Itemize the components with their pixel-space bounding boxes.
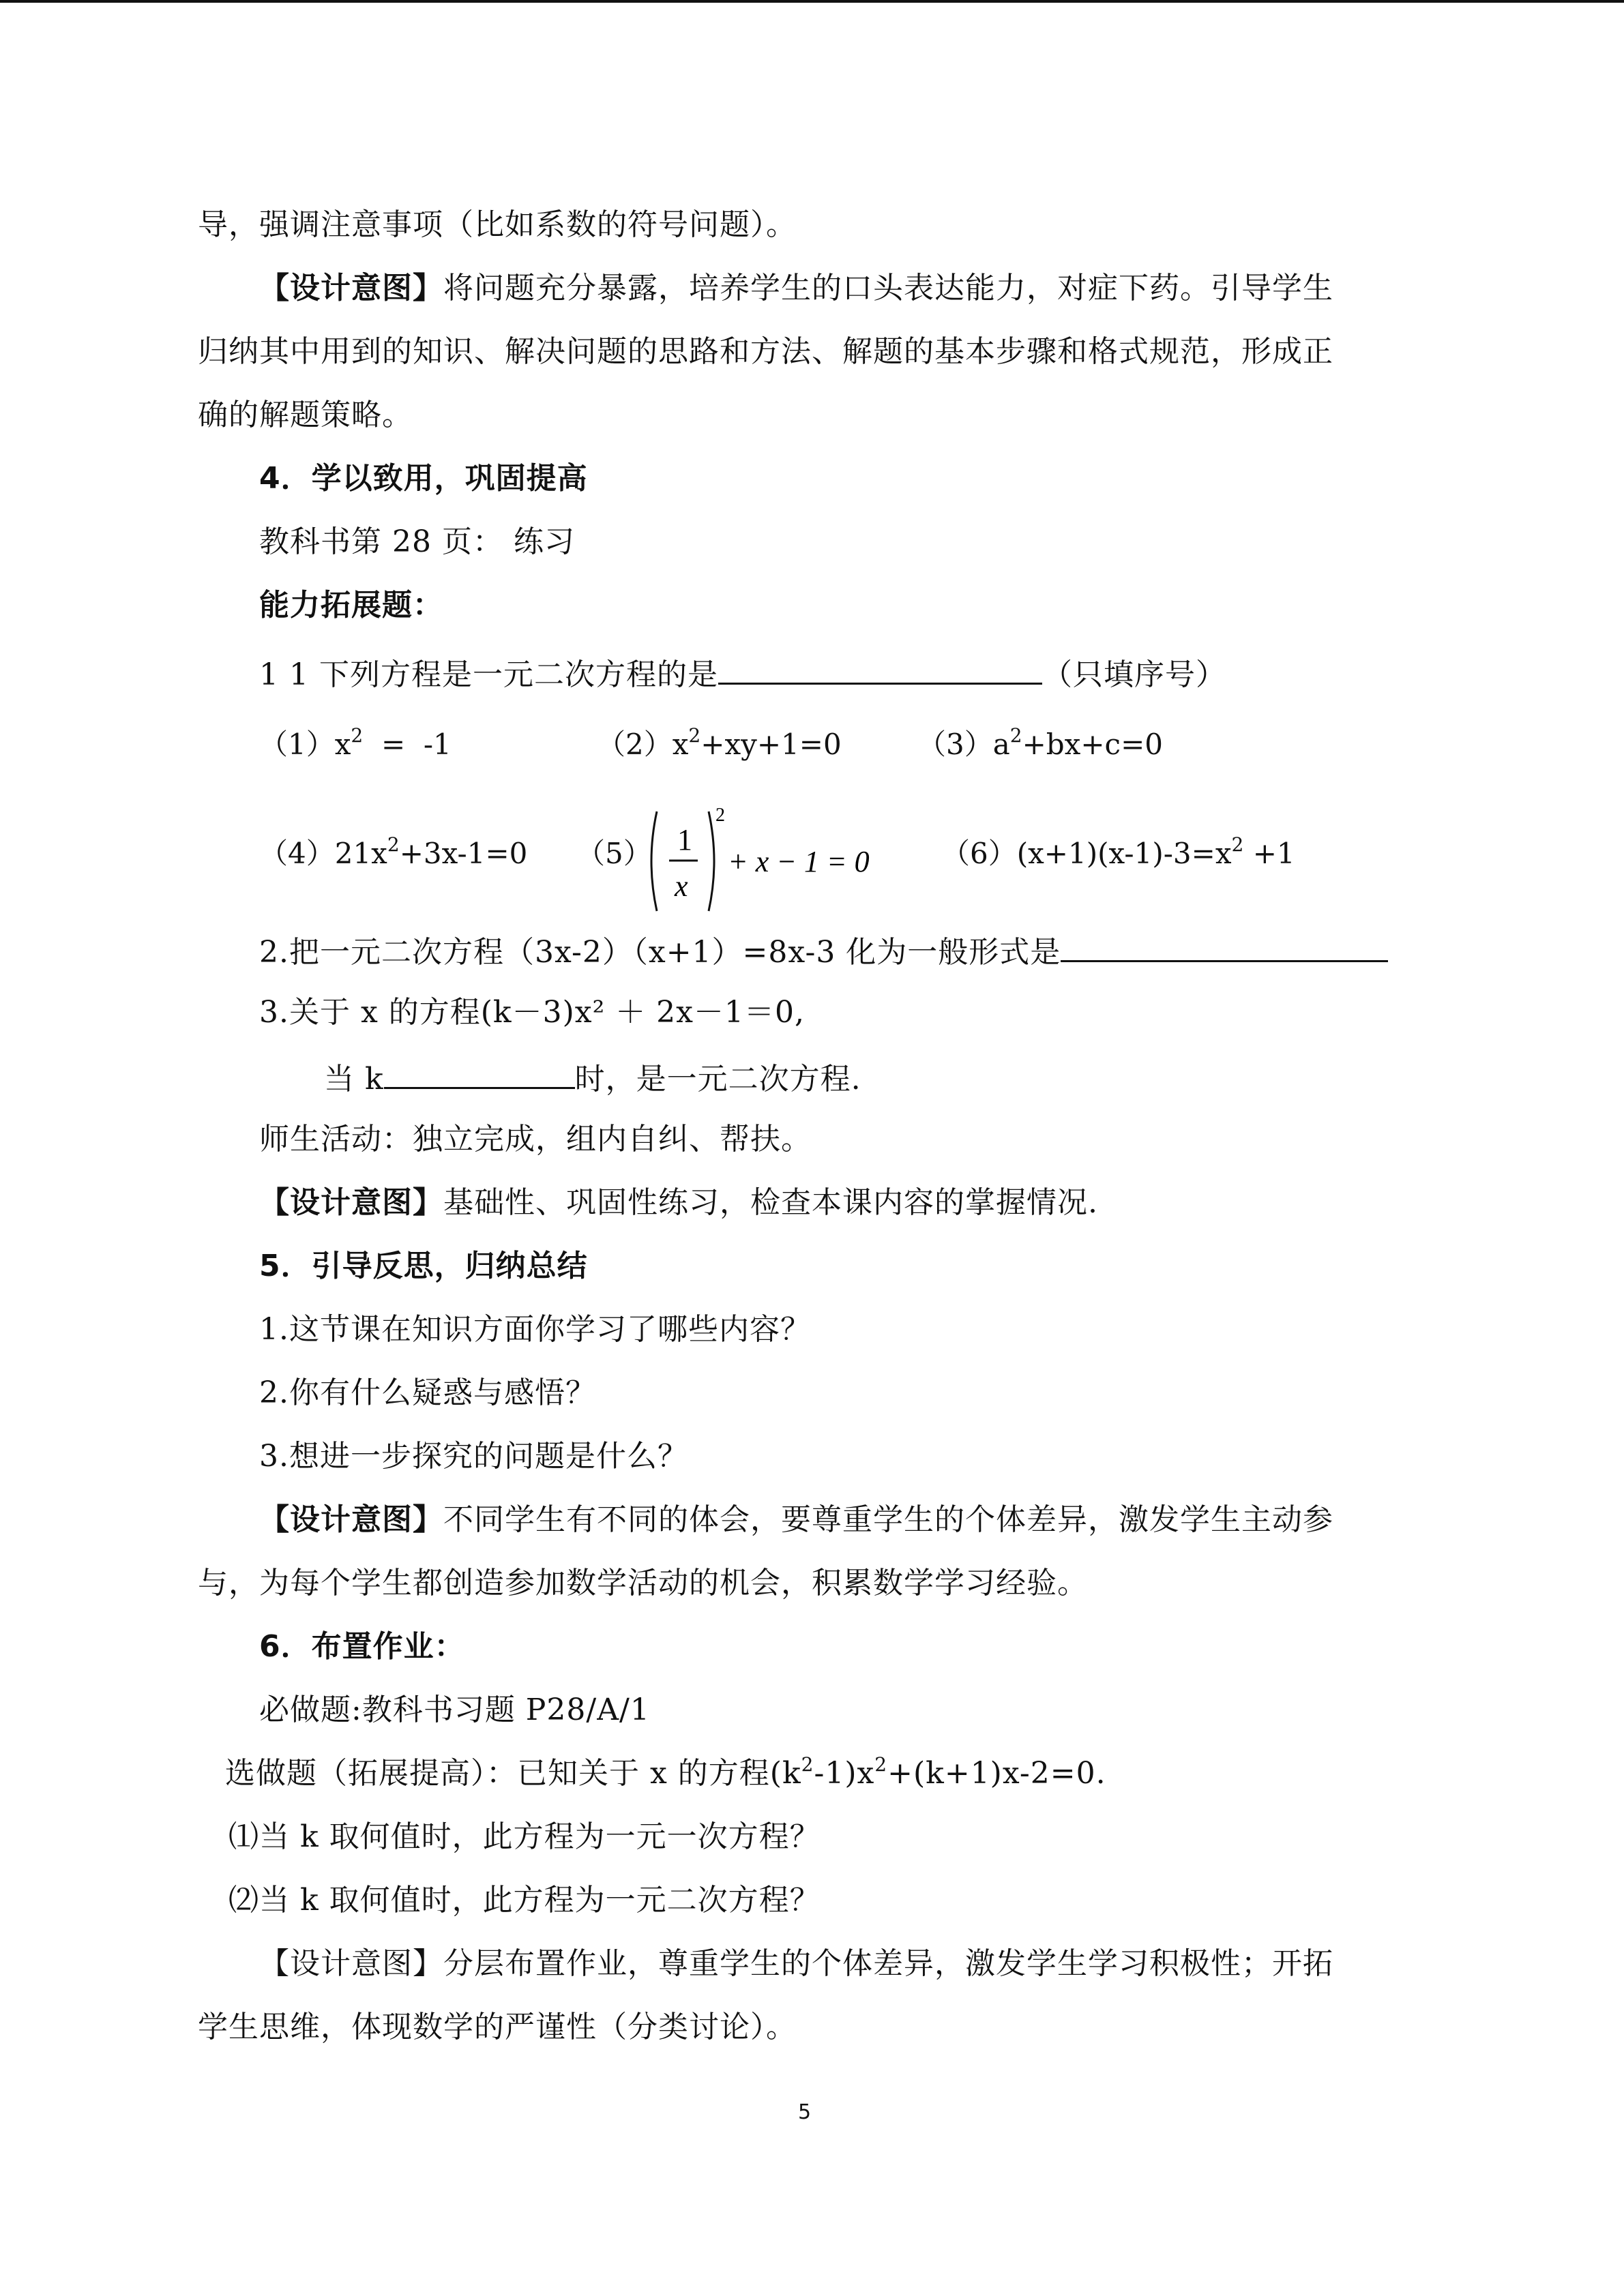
option-3: $(3)a^2+bx+c=0$ <box>917 724 1163 761</box>
option-5-label: （5） <box>576 837 652 870</box>
text-line: 3.想进一步探究的问题是什么？ <box>259 1439 688 1474</box>
design-intent-label: 【设计意图】 <box>259 1185 443 1220</box>
text-line: 归纳其中用到的知识、解决问题的思路和方法、解题的基本步骤和格式规范，形成正 <box>198 334 1333 369</box>
question-2 <box>259 929 1388 973</box>
text-line: 2.你有什么疑惑与感悟？ <box>259 1375 596 1410</box>
option-6: $(6)(x+1)(x-1)-3=x^2 +1$ <box>941 833 1295 870</box>
q2-prefix: 2.把一元二次方程（3x-2）（x+1）=8x-3 化为一般形式是 <box>259 935 1061 970</box>
text-line: 学生思维，体现数学的严谨性（分类讨论）。 <box>198 2010 797 2044</box>
design-intent-text: 不同学生有不同的体会，要尊重学生的个体差异，激发学生主动参 <box>443 1502 1333 1537</box>
q3-suffix: 时，是一元二次方程. <box>574 1062 861 1097</box>
question-1 <box>259 651 1226 696</box>
option-1: $(1)x^2 = -1$ <box>259 724 452 761</box>
left-paren <box>651 811 657 911</box>
option-2: $(2)x^2+xy+1=0$ <box>597 724 842 761</box>
design-intent-2 <box>259 1182 1098 1223</box>
q1-suffix: （只填序号） <box>1042 657 1226 692</box>
answer-blank[interactable] <box>384 1056 575 1089</box>
section-heading-5: 5．引导反思，归纳总结 <box>259 1249 588 1283</box>
section-heading-4: 4．学以致用，巩固提高 <box>259 461 588 496</box>
text-line: 教科书第 28 页： 练习 <box>259 524 575 559</box>
denominator: x <box>675 869 688 903</box>
design-intent-text: 将问题充分暴露，培养学生的口头表达能力，对症下药。引导学生 <box>443 271 1333 305</box>
design-intent-3 <box>259 1500 1333 1540</box>
text-line: 确的解题策略。 <box>198 398 413 432</box>
design-intent-label: 【设计意图】 <box>259 271 443 305</box>
q1-prefix: 1 1 下列方程是一元二次方程的是 <box>259 657 718 692</box>
design-intent-1 <box>259 268 1333 309</box>
text-line: ⑴当 k 取何值时，此方程为一元一次方程？ <box>228 1819 821 1854</box>
homework-optional: 选做题（拓展提高）：已知关于 x 的方程$(k^2-1)x^2+(k+1)x-2=0$. <box>225 1753 1106 1791</box>
answer-blank[interactable] <box>1061 929 1388 962</box>
text-line: 导，强调注意事项（比如系数的符号问题）。 <box>198 207 797 242</box>
text-line: ⑵当 k 取何值时，此方程为一元二次方程？ <box>228 1883 821 1918</box>
exponent: 2 <box>715 805 725 826</box>
q3-prefix: 当 k <box>324 1062 384 1097</box>
right-paren <box>709 811 714 911</box>
formula-rest: + x − 1 = 0 <box>728 845 870 878</box>
ability-heading: 能力拓展题： <box>259 588 443 623</box>
numerator: 1 <box>677 823 692 856</box>
design-intent-text: 基础性、巩固性练习，检查本课内容的掌握情况. <box>443 1185 1098 1220</box>
design-intent-label: 【设计意图】 <box>259 1946 443 1981</box>
design-intent-4 <box>259 1943 1333 1984</box>
option-4: $(4)21x^2+3x-1=0$ <box>259 833 528 870</box>
page-number: 5 <box>798 2100 812 2124</box>
text-line: 1.这节课在知识方面你学习了哪些内容？ <box>259 1312 811 1347</box>
question-3-continued <box>324 1056 861 1100</box>
design-intent-text: 分层布置作业，尊重学生的个体差异，激发学生学习积极性；开拓 <box>443 1946 1333 1981</box>
design-intent-label: 【设计意图】 <box>259 1502 443 1537</box>
question-3: 3.关于 x 的方程(k－3)x² ＋ 2x－1＝0, <box>259 995 805 1030</box>
option-5-formula <box>645 803 870 919</box>
answer-blank[interactable] <box>718 651 1042 685</box>
text-line: 与，为每个学生都创造参加数学活动的机会，积累数学学习经验。 <box>198 1566 1088 1600</box>
section-heading-6: 6．布置作业： <box>259 1629 465 1664</box>
text-line: 必做题:教科书习题 P28/A/1 <box>259 1693 650 1727</box>
text-line: 师生活动：独立完成，组内自纠、帮扶。 <box>259 1122 812 1157</box>
